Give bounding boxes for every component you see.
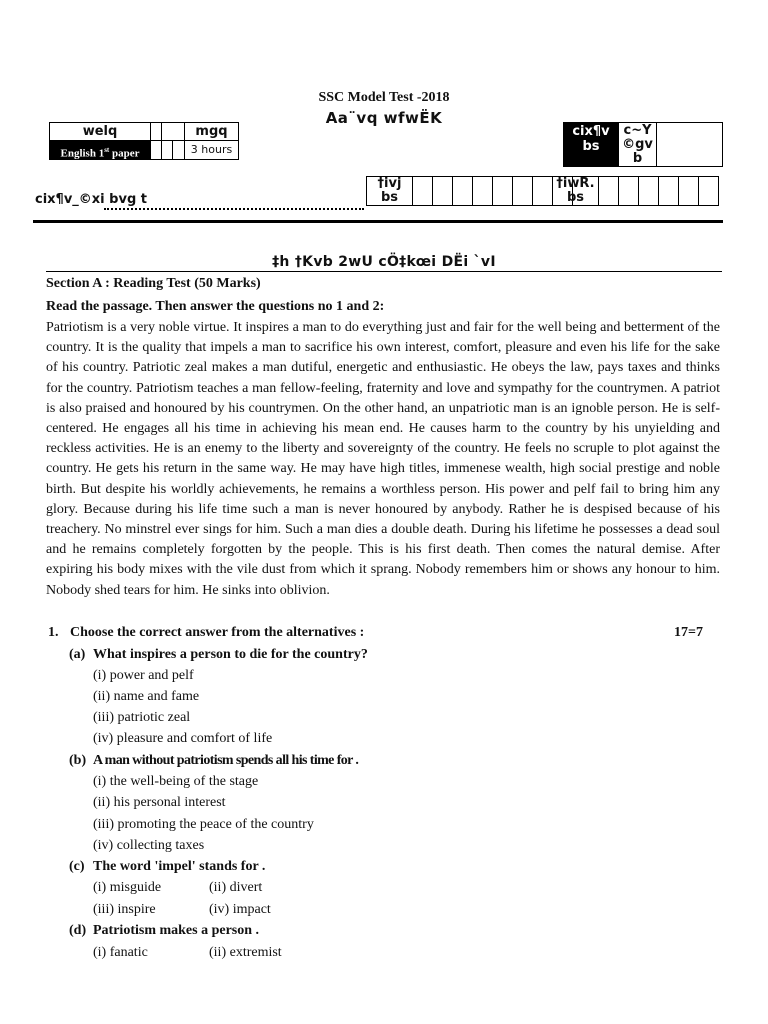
roll-digit-box[interactable] (472, 176, 493, 206)
subquestion-text: A man without patriotism spends all his time for . (93, 753, 359, 768)
paper-name-text: English 1 (60, 147, 105, 160)
answer-option[interactable]: (ii) his personal interest (93, 795, 226, 810)
roll-digit-box[interactable] (452, 176, 473, 206)
paper-name (49, 140, 151, 160)
answer-option[interactable]: (iv) impact (209, 902, 271, 917)
subquestion-label: (b) (69, 753, 87, 768)
roll-digit-box[interactable] (532, 176, 553, 206)
exam-subject-code: Aa¨vq wfwËK (325, 109, 443, 127)
roll-digit-box[interactable] (432, 176, 453, 206)
passage-instruction: Read the passage. Then answer the questions no 1 and 2: (46, 299, 385, 314)
candidate-name-label: cix¶v_©xi bvg t (35, 192, 147, 207)
registration-digit-box[interactable] (598, 176, 619, 206)
paper-suffix: paper (109, 147, 140, 160)
registration-number-label: †iwR. bs (552, 176, 599, 206)
exam-number-label: cix¶v bs (563, 122, 619, 167)
instruction-line: ‡h †Kvb 2wU cÖ‡kœi DËi `vI (272, 254, 496, 270)
answer-option[interactable]: (ii) divert (209, 880, 263, 895)
answer-option[interactable]: (iii) patriotic zeal (93, 710, 191, 725)
candidate-name-line[interactable] (104, 208, 364, 210)
paper-ordinal: st (104, 146, 110, 154)
answer-option[interactable]: (iv) pleasure and comfort of life (93, 731, 273, 746)
registration-digit-box[interactable] (698, 176, 719, 206)
subquestion-text: Patriotism makes a person . (93, 923, 260, 938)
registration-digit-box[interactable] (658, 176, 679, 206)
answer-option[interactable]: (i) the well-being of the stage (93, 774, 259, 789)
subquestion-label: (c) (69, 859, 85, 874)
exam-duration: 3 hours (184, 140, 239, 160)
time-label: mgq (184, 122, 239, 141)
question-number: 1. (48, 625, 59, 640)
answer-option[interactable]: (i) power and pelf (93, 668, 194, 683)
subquestion-text: What inspires a person to die for the country? (93, 647, 368, 662)
roll-digit-box[interactable] (512, 176, 533, 206)
registration-digit-box[interactable] (638, 176, 659, 206)
subquestion-label: (d) (69, 923, 87, 938)
subject-time-table (49, 122, 239, 160)
roll-digit-box[interactable] (492, 176, 513, 206)
question-marks: 17=7 (674, 625, 703, 640)
answer-option[interactable]: (i) fanatic (93, 945, 148, 960)
answer-option[interactable]: (ii) extremist (209, 945, 282, 960)
subquestion-label: (a) (69, 647, 86, 662)
full-marks-label: c~Y ©gv b (618, 122, 657, 167)
answer-option[interactable]: (ii) name and fame (93, 689, 200, 704)
full-marks-box[interactable] (656, 122, 723, 167)
subquestion-text: The word 'impel' stands for . (93, 859, 266, 874)
header-divider (33, 220, 723, 223)
roll-number-label: †ivj bs (366, 176, 413, 206)
registration-digit-box[interactable] (618, 176, 639, 206)
answer-option[interactable]: (i) misguide (93, 880, 162, 895)
question-text: Choose the correct answer from the alternatives : (70, 625, 365, 640)
subject-label: welq (49, 122, 151, 141)
section-heading: Section A : Reading Test (50 Marks) (46, 276, 261, 291)
answer-option[interactable]: (iii) inspire (93, 902, 156, 917)
instruction-divider (46, 271, 722, 272)
registration-digit-box[interactable] (678, 176, 699, 206)
reading-passage: Patriotism is a very noble virtue. It inspires a man to do everything just and fair for the well being and betterment of the country. It is the quality that impels a man to sacrifice his own interest, comfort, pleasure and even his life for the sake of his country. Patriotic zeal makes a man dutiful, energetic and enthusiastic. He obeys the law, pays taxes and thinks for the country. Patriotism teaches a man fellow-feeling, fraternity and love and sympathy for the countrymen. A patriot is also praised and honoured by his countrymen. On the other hand, an unpatriotic man is an ignoble person. He is self-centered. He engages all his time in achieving his mean end. He causes harm to the country by his unyielding and reckless activities. He is an enemy to the liberty and sovereignty of the country. He feels no scruple to plot against the country. He gets his return in the same way. He may have high titles, immenese wealth, high social prestige and noble birth. But despite his worldly achievements, he remains a worthless person. His power and pelf fail to bring him any glory. Because during his life time such a man is never honoured by anybody. Rather he is despised because of his treachery. No minstrel ever sings for him. Such a man dies a double death. During his lifetime he possesses a dead soul and he remains completely forgotten by the people. This is his first death. Then comes the natural demise. After expiring his body mixes with the vile dust from which it sprang. Nobody remembers him or shows any honour to him. Nobody shed tears for him. He sinks into oblivion. (46, 320, 720, 598)
roll-digit-box[interactable] (412, 176, 433, 206)
subject-code-box (161, 122, 185, 141)
answer-option[interactable]: (iv) collecting taxes (93, 838, 205, 853)
answer-option[interactable]: (iii) promoting the peace of the country (93, 817, 314, 832)
exam-title: SSC Model Test -2018 (318, 90, 450, 105)
